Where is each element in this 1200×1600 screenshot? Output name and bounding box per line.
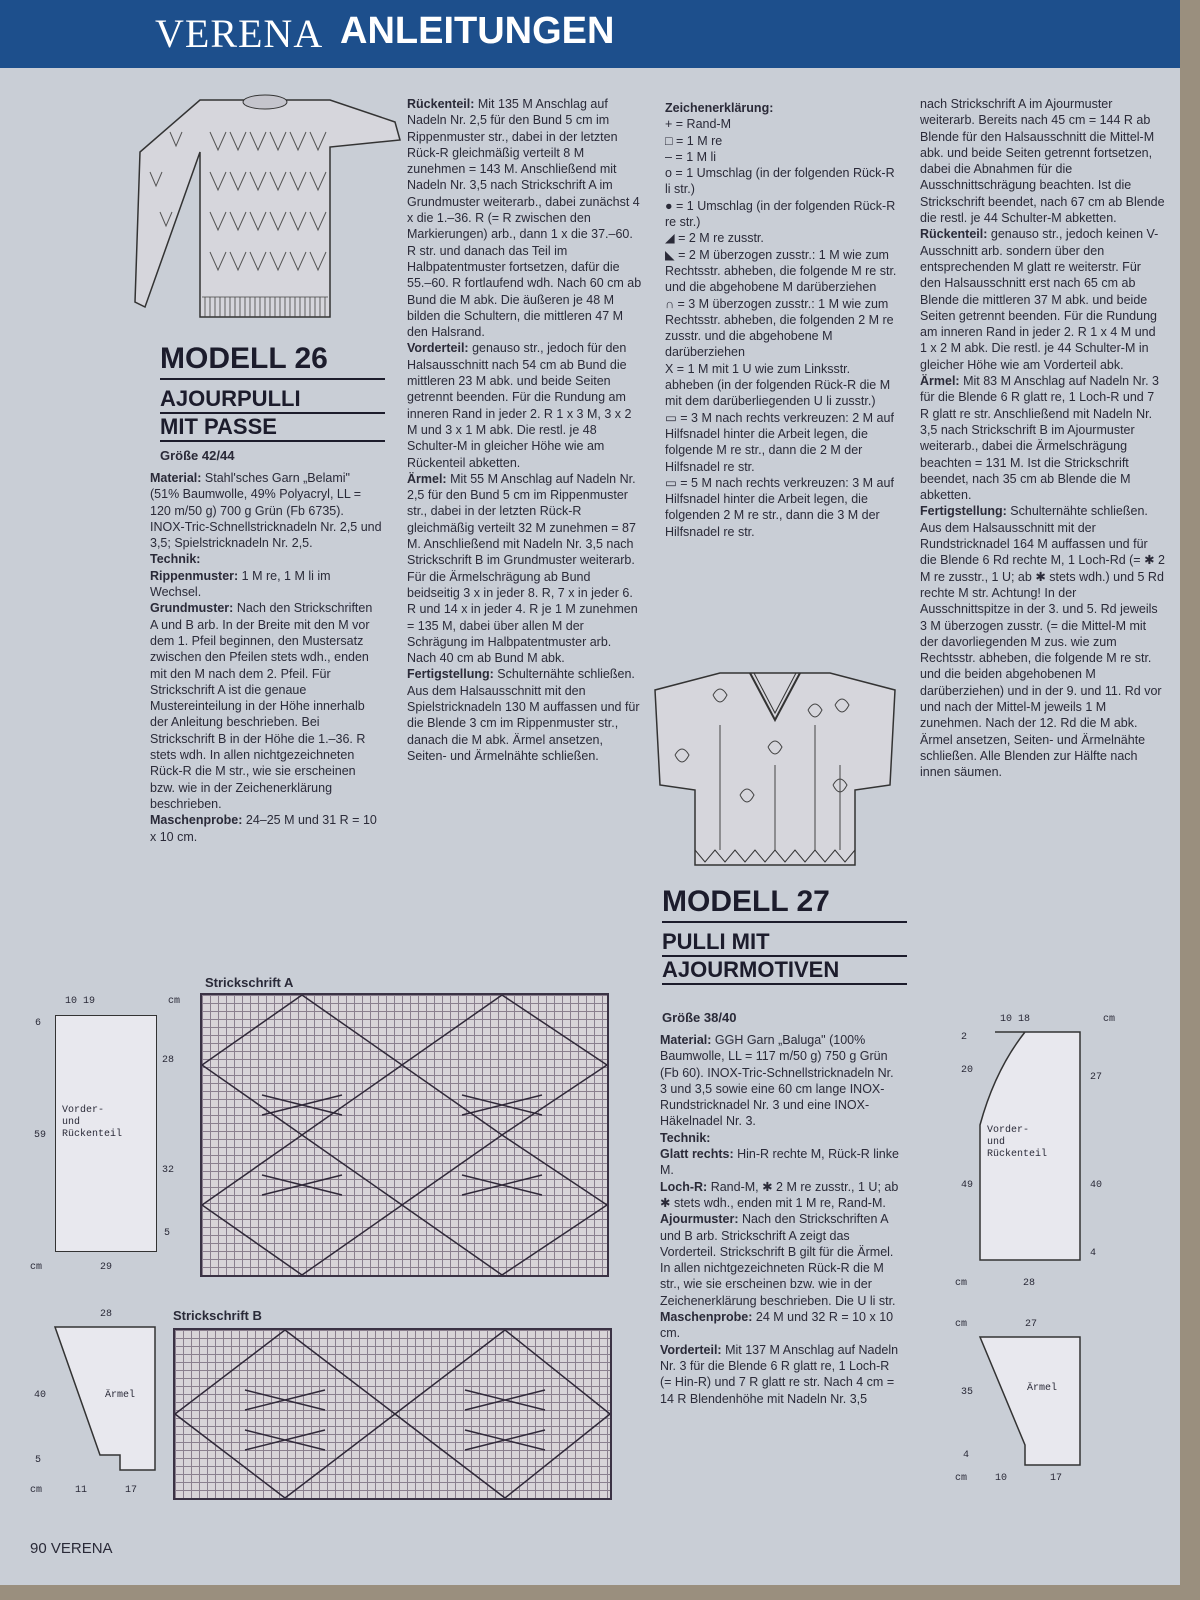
strickschrift-b-chart (173, 1328, 612, 1500)
paragraph (660, 1309, 900, 1342)
paragraph-heading: Rippenmuster: (150, 568, 239, 583)
paragraph-text: Mit 135 M Anschlag auf Nadeln Nr. 2,5 für den Bund 5 cm im Rippenmuster str., dabei in der letzten Rück-R gleichmäßig verteilt 8 M zunehmen = 143 M. Anschließend mit Nadeln Nr. 3,5 nach Strickschrift A im Grundmuster weiterarb., dabei zunächst 4 x die 1.–36. R (= R zwischen den Markierungen) arb., dann 1 x die 37.–60. R str. und danach das Teil im Halbpatentmuster fortsetzen, dafür die 55.–60. R fortlaufend wdh. Nach 60 cm ab Bund die M abk. Die äußeren je 48 M bilden die Schultern, die mittleren 47 M den Halsrand. (407, 97, 642, 340)
paragraph-text: genauso str., jedoch für den Halsausschnitt nach 54 cm ab Bund die mittleren 23 M abk. und beide Seiten getrennt beenden. Für die Rundung am inneren Rand in jeder 2. R 1 x 3 M, 3 x 2 M und 3 x 1 M abk. Die restl. je 48 Schulter-M in gleicher Höhe wie am Rückenteil abketten. (407, 341, 632, 470)
paragraph-heading: Vorderteil: (660, 1342, 722, 1357)
sweater-26-illustration (130, 92, 405, 327)
paragraph-text: – = 1 M li (665, 149, 717, 164)
modell-27-column-1 (660, 1032, 900, 1407)
paragraph-text: GGH Garn „Baluga" (100% Baumwolle, LL = 117 m/50 g) 750 g Grün (Fb 60). INOX-Tric-Schnellstricknadeln Nr. 3 und 3,5 sowie eine 60 cm lange INOX-Rundstricknadel Nr. 3 und eine INOX-Häkelnadel Nr. 3. (660, 1033, 894, 1129)
paragraph-heading: Loch-R: (660, 1179, 708, 1194)
paragraph-text: Rand-M, ✱ 2 M re zusstr., 1 U; ab ✱ stets wdh., enden mit 1 M re, Rand-M. (660, 1179, 899, 1210)
paragraph-text: X = 1 M mit 1 U wie zum Linksstr. abheben (in der folgenden Rück-R die M mit dem darüberliegenden U li zusstr.) (665, 361, 891, 409)
modell-26-number: MODELL 26 (160, 342, 385, 380)
modell-26-title (160, 342, 385, 442)
paragraph (150, 812, 382, 845)
modell-26-size: Größe 42/44 (160, 448, 235, 463)
paragraph-text: Schulternähte schließen. Aus dem Halsausschnitt mit der Rundstricknadel 164 M auffassen und für die Blende 6 Rd rechte M, 1 Loch-Rd (= ✱ 2 M re zusstr., 1 U; ab ✱ stets wdh.) und 5 Rd rechte M str. Achtung! In der Ausschnittspitze in der 3. und 5. Rd jeweils 3 M überzogen zusstr. (= die Mittel-M mit der davorliegenden M zus. wie zum Rechtsstr. abheben, die folgende M re str. und die beiden abgehobenen M darüberziehen) und in der 9. und 11. Rd vor und nach der Mittel-M jeweils 1 M zunehmen. Nach der 12. Rd die M abk. Ärmel ansetzen, Seiten- und Ärmelnähte schließen. Alle Blenden zur Hälfte nach innen säumen. (920, 504, 1165, 780)
paragraph (665, 100, 900, 116)
paragraph (920, 503, 1165, 780)
paragraph-text: Mit 55 M Anschlag auf Nadeln Nr. 2,5 für den Bund 5 cm im Rippenmuster str., dabei in der letzten Rück-R gleichmäßig verteilt 32 M zunehmen = 87 M. Anschließend mit Nadeln Nr. 3,5 nach Strickschrift B im Grundmuster weiterarb. Für die Ärmelschrägung ab Bund beidseitig 3 x in jeder 8. R, 7 x in jeder 6. R und 14 x in jeder 4. R je 1 M zunehmen = 135 M, dabei über allen M der Schrägung im Halbpatentmuster arb. Nach 40 cm ab Bund M abk. (407, 471, 638, 666)
paragraph-heading: Fertigstellung: (407, 667, 494, 682)
brand-logo: VERENA (155, 11, 324, 56)
modell-27-title (662, 885, 907, 985)
paragraph (920, 226, 1165, 373)
paragraph (665, 133, 900, 149)
paragraph-text: Schulternähte schließen. Aus dem Halsausschnitt mit den Spielstricknadeln 130 M auffassen und für die Blende 3 cm im Rippenmuster str., danach die M abk. Ärmel ansetzen, Seiten- und Ärmelnähte schließen. (407, 667, 640, 763)
paragraph (407, 340, 642, 470)
chart-a-title: Strickschrift A (205, 975, 294, 990)
paragraph (665, 165, 900, 198)
paragraph (665, 410, 900, 475)
paragraph (150, 470, 382, 551)
strickschrift-a-chart (200, 993, 609, 1277)
sweater-27-illustration (650, 665, 900, 880)
section-title: ANLEITUNGEN (340, 10, 615, 52)
chart-a-pattern (202, 995, 607, 1275)
paragraph-text: 24 M und 32 R = 10 x 10 cm. (660, 1310, 894, 1341)
paragraph (665, 198, 900, 231)
modell-27-number: MODELL 27 (662, 885, 907, 923)
schema-27-sleeve-shape (955, 1315, 1125, 1475)
modell-27-column-2 (920, 96, 1165, 780)
paragraph-heading: Glatt rechts: (660, 1147, 734, 1162)
paragraph (150, 568, 382, 601)
paragraph-text: □ = 1 M re (665, 133, 723, 148)
paragraph-text: Nach den Strickschriften A und B arb. Strickschrift A zeigt das Vorderteil. Strickschrift B gilt für die Ärmel. In allen nichtgezeichneten Rück-R die M str., wie sie erscheinen bzw. wie in der Zeichenerklärung beschrieben. Die U li str. (660, 1212, 896, 1308)
paragraph-heading: Ärmel: (407, 471, 447, 486)
paragraph-heading: Technik: (660, 1130, 711, 1145)
header-bar (0, 0, 1180, 68)
paragraph-heading: Maschenprobe: (150, 813, 243, 828)
paragraph-heading: Material: (150, 471, 202, 485)
paragraph-heading: Grundmuster: (150, 601, 234, 616)
paragraph (665, 230, 900, 246)
paragraph (660, 1342, 900, 1407)
paragraph-heading: Zeichenerklärung: (665, 101, 774, 115)
paragraph-heading: Ärmel: (920, 374, 960, 389)
paragraph (660, 1146, 900, 1179)
paragraph-text: + = Rand-M (665, 117, 732, 132)
paragraph-heading: Technik: (150, 552, 201, 567)
paragraph (665, 116, 900, 132)
symbol-legend (665, 100, 900, 540)
modell-26-subtitle-1: AJOURPULLI (160, 386, 385, 414)
modell-26-subtitle-2: MIT PASSE (160, 414, 385, 442)
schema-27-body: 10 18 cm 2 20 49 27 40 4 Vorder- und Rückenteil cm 28 (955, 1010, 1125, 1295)
paragraph-heading: Maschenprobe: (660, 1310, 753, 1325)
schema-26-sleeve: 28 40 Ärmel 5 cm 11 17 (30, 1305, 190, 1505)
paragraph-text: Mit 137 M Anschlag auf Nadeln Nr. 3 für die Blende 6 R glatt re, 1 Loch-R (= Hin-R) und 7 R glatt re str. Nach 4 cm = 14 R Blendenhöhe mit Nadeln Nr. 3,5 (660, 1342, 899, 1406)
paragraph-text: ◢ = 2 M re zusstr. (665, 231, 764, 246)
paragraph (665, 475, 900, 540)
chart-b-title: Strickschrift B (173, 1308, 262, 1323)
modell-27-subtitle-1: PULLI MIT (662, 929, 907, 957)
paragraph-text: ◣ = 2 M überzogen zusstr.: 1 M wie zum Rechtsstr. abheben, die folgende M re str. und die abgehobene M darüberziehen (665, 247, 897, 295)
paragraph-text: ∩ = 3 M überzogen zusstr.: 1 M wie zum Rechtsstr. abheben, die folgenden 2 M re zusstr. und die abgehobene M darüberziehen (665, 296, 894, 360)
paragraph (407, 666, 642, 764)
modell-27-size: Größe 38/40 (662, 1010, 737, 1025)
page-footer: 90 VERENA (30, 1540, 113, 1557)
chart-b-pattern (175, 1330, 610, 1498)
paragraph (407, 96, 642, 340)
paragraph-heading: Fertigstellung: (920, 504, 1007, 519)
modell-27-subtitle-2: AJOURMOTIVEN (662, 957, 907, 985)
paragraph (150, 600, 382, 812)
paragraph-text: nach Strickschrift A im Ajourmuster weiterarb. Bereits nach 45 cm = 144 R ab Blende für den Halsausschnitt die Mittel-M abk. und beide Seiten getrennt fortsetzen, dabei die Abnahmen für die Ausschnittschrägung beachten. Ist die Strickschrift beendet, nach 67 cm ab Blende die restl. je 44 Schulter-M abketten. (920, 97, 1165, 226)
paragraph (660, 1179, 900, 1212)
paragraph-heading: Rückenteil: (920, 227, 988, 242)
paragraph-text: Hin-R rechte M, Rück-R linke M. (660, 1147, 899, 1178)
modell-26-column-2 (407, 96, 642, 764)
paragraph-heading: Ajourmuster: (660, 1212, 739, 1227)
paragraph-text: Mit 83 M Anschlag auf Nadeln Nr. 3 für die Blende 6 R glatt re, 1 Loch-R und 7 R glatt re str. Anschließend mit Nadeln Nr. 3,5 nach Strickschrift B im Ajourmuster weiterarb., dabei die Ärmelschrägung beachten = 131 M. Ist die Strickschrift beendet, nach 35 cm ab Blende die M abketten. (920, 374, 1160, 503)
paragraph (665, 149, 900, 165)
paragraph-text: Stahl'sches Garn „Belami" (51% Baumwolle, 49% Polyacryl, LL = 120 m/50 g) 700 g Grün (Fb 6735). INOX-Tric-Schnellstricknadeln Nr. 2,5 und 3,5; Spielstricknadeln Nr. 2,5. (150, 471, 382, 551)
paragraph-heading: Material: (660, 1033, 712, 1047)
paragraph (665, 247, 900, 296)
modell-26-column-1 (150, 470, 382, 845)
paragraph (665, 361, 900, 410)
paragraph-text: o = 1 Umschlag (in der folgenden Rück-R li str.) (665, 166, 895, 197)
paragraph (407, 471, 642, 667)
schema-26-body: 10 19 cm 6 59 28 32 5 Vorder- und Rückenteil cm 29 (30, 996, 181, 1273)
schema-27-sleeve: 27 cm 35 Ärmel 4 cm 10 17 (955, 1315, 1125, 1495)
paragraph (150, 551, 382, 567)
paragraph-text: ▭ = 3 M nach rechts verkreuzen: 2 M auf Hilfsnadel hinter die Arbeit legen, die folgende M re str., dann die 2 M der Hilfsnadel re str. (665, 410, 894, 474)
paragraph-text: ▭ = 5 M nach rechts verkreuzen: 3 M auf Hilfsnadel hinter die Arbeit legen, die folgenden 2 M re str., dann die 3 M der Hilfsnadel re str. (665, 475, 894, 539)
paragraph-text: Nach den Strickschriften A und B arb. In der Breite mit den M vor dem 1. Pfeil beginnen, den Mustersatz zwischen den Pfeilen stets wdh., enden mit den M nach dem 2. Pfeil. Für Strickschrift A ist die genaue Mustereinteilung in der Höhe innerhalb der Anleitung beschrieben. Bei Strickschrift B in der Höhe die 1.–36. R stets wdh. In allen nichtgezeichneten Rück-R die M str., wie sie erscheinen bzw. wie in der Zeichenerklärung beschrieben. (150, 601, 373, 811)
paragraph (660, 1032, 900, 1130)
paragraph-heading: Rückenteil: (407, 97, 475, 111)
paragraph-text: ● = 1 Umschlag (in der folgenden Rück-R re str.) (665, 198, 896, 230)
paragraph-text: 1 M re, 1 M li im Wechsel. (150, 568, 331, 600)
paragraph (665, 296, 900, 361)
paragraph (920, 96, 1165, 226)
paragraph-text: genauso str., jedoch keinen V-Ausschnitt arb. sondern über den entsprechenden M glatt re weiterstr. Für den Halsausschnitt erst nach 65 cm ab Blende die mittleren 37 M abk. und beide Seiten getrennt beenden. Für die Rundung am inneren Rand in jeder 2. R 1 x 4 M und 1 x 2 M abk. Die restl. je 44 Schulter-M in gleicher Höhe wie am Vorderteil abk. (920, 227, 1159, 372)
paragraph (660, 1211, 900, 1309)
paragraph-heading: Vorderteil: (407, 341, 469, 356)
paragraph-text: 24–25 M und 31 R = 10 x 10 cm. (150, 813, 377, 844)
paragraph (660, 1130, 900, 1146)
schema-27-body-shape (955, 1010, 1125, 1270)
paragraph (920, 373, 1165, 503)
